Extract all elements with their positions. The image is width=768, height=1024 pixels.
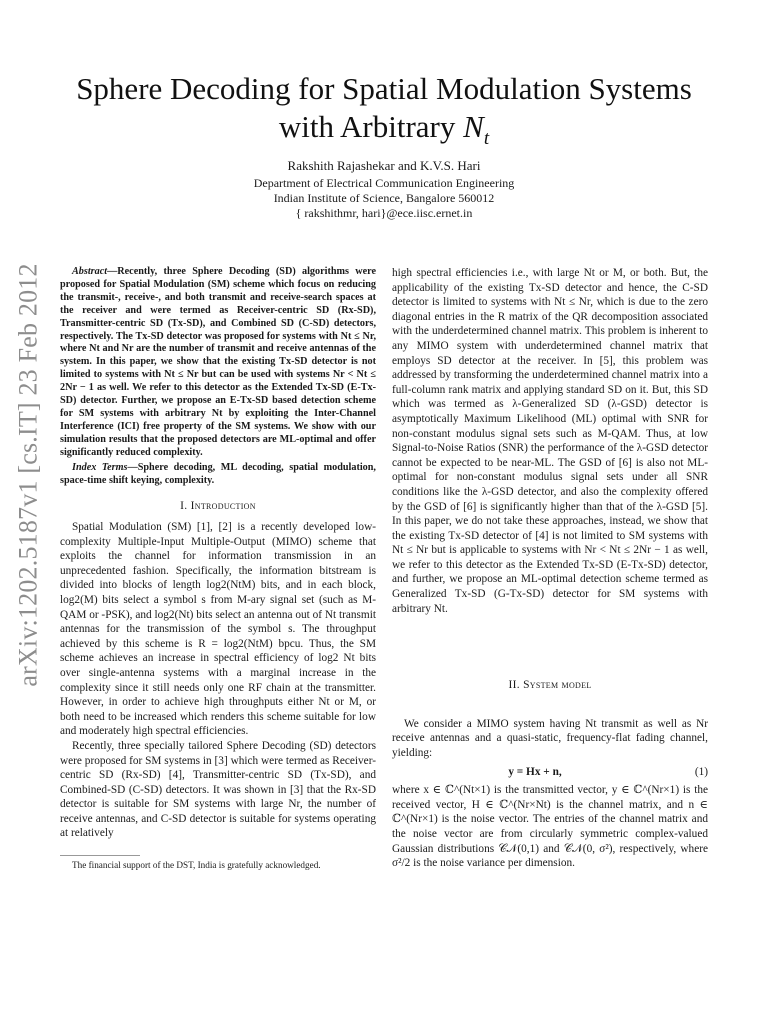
system-model-intro: We consider a MIMO system having Nt transmit as well as Nr receive antennas and a quasi-static, frequency-flat fading channel, yielding: [392,717,708,760]
right-column-paragraph: high spectral efficiencies i.e., with large Nt or M, or both. But, the applicability of the existing Tx-SD detector and hence, the C-SD detector is limited to systems with Nt ≤ Nr, which is due to the zero diagonal entries in the R matrix of the QR decomposition associated with the underdetermined channel matrix. This problem is inherent to any MIMO system with underdetermined channel matrix that employs SD detector at the receiver. In [5], this problem was addressed by transforming the underdetermined channel matrix into a full-column rank matrix and applying standard SD on it. But, this SD which was termed as λ-Generalized SD (λ-GSD) detector is asymptotically Maximum Likelihood (ML) optimal with SNR for non-constant modulus signal sets such as M-QAM. Thus, at low Signal-to-Noise Ratios (SNR) the performance of the λ-GSD detector cannot be expected to be near-ML. The GSD of [6] is also not ML-optimal for non-constant modulus signal sets under all SNR conditions like the λ-GSD detector, and also the complexity offered by the GSD of [6] is significantly higher than that of the λ-GSD [5]. In this paper, we do not take these approaches, instead, we show that the existing Tx-SD detector of [4] is not limited to SM systems with Nt ≤ Nr but is applicable to systems with Nr < Nt ≤ 2Nr − 1 as well, we refer to this detector as the Extended Tx-SD (E-Tx-SD) detector, and further, we propose an ML-optimal detection scheme termed as Generalized Tx-SD (G-Tx-SD) detector for SM systems with arbitrary Nt. [392,267,708,615]
intro-paragraph-2: Recently, three specially tailored Sphere Decoding (SD) detectors were proposed for SM systems in [3] which were termed as Receiver-centric SD (Rx-SD) [4], Transmitter-centric SD (Tx-SD), and Combined-SD (C-SD) detectors. It was shown in [3] that the Rx-SD detector is suitable for SM systems with large Nr, the number of receive antennas, and C-SD detector is suitable for systems operating at relatively [60,739,376,840]
equation-1 [392,765,708,780]
abstract-label: Abstract [72,266,108,277]
equation-body: y = Hx + n, [508,765,562,778]
arxiv-stamp [12,255,46,695]
system-model-definitions: where x ∈ ℂ^(Nt×1) is the transmitted vector, y ∈ ℂ^(Nr×1) is the received vector, H ∈ ℂ^(Nr×Nt) is the channel matrix, and n ∈ ℂ^(Nr×1) is the noise vector. The entries of the channel matrix and the noise vector are from circularly symmetric complex-valued Gaussian distributions 𝒞𝒩(0,1) and 𝒞𝒩(0, σ²), respectively, where σ²/2 is the noise variance per dimension. [392,784,708,870]
affiliation [60,176,708,221]
abstract-text: —Recently, three Sphere Decoding (SD) algorithms were proposed for Spatial Modulation (SM) scheme which focus on reducing the transmit-, receive-, and both transmit and receive-search spaces at the receiver and were termed as Receiver-centric SD (Rx-SD), Transmitter-centric SD (Tx-SD), and Combined SD (C-SD) detectors, respectively. The Tx-SD detector was proposed for systems with Nt ≤ Nr, where Nt and Nr are the number of transmit and receive antennas of the system. In this paper, we show that the existing Tx-SD detector is not limited to systems with Nt ≤ Nr but can be used with systems Nr < Nt ≤ 2Nr − 1 as well. We refer to this detector as the Extended Tx-SD (E-Tx-SD) detector. Further, we propose an E-Tx-SD based detection scheme for SM systems with arbitrary Nt by exploiting the Inter-Channel Interference (ICI) free property of the SM systems. We show with our simulation results that the proposed detectors are ML-optimal and offer significantly reduced complexity. [60,266,376,458]
index-terms-label: Index Terms [72,461,128,473]
paper-title [60,70,708,158]
affiliation-dept: Department of Electrical Communication Engineering [253,176,515,190]
title-line-1: Sphere Decoding for Spatial Modulation Systems [76,71,692,106]
left-column [60,266,376,871]
title-variable-sub: t [483,128,490,150]
equation-number: (1) [694,765,708,778]
title-line-2-text: with Arbitrary [278,109,456,144]
authors: Rakshith Rajashekar and K.V.S. Hari [287,158,481,173]
index-terms [60,462,376,488]
section-heading-introduction: I. Introduction [180,500,256,513]
affiliation-institute: Indian Institute of Science, Bangalore 560012 [273,191,495,205]
section-heading-system-model: II. System model [508,679,592,692]
footnote: The financial support of the DST, India is gratefully acknowledged. [72,860,321,871]
footnote-rule [60,855,140,856]
arxiv-identifier: arXiv:1202.5187v1 [cs.IT] 23 Feb 2012 [14,263,43,687]
title-variable: N [463,109,484,144]
index-terms-text: —Sphere decoding, ML decoding, spatial modulation, space-time shift keying, complexity. [60,461,376,486]
intro-paragraph-1: Spatial Modulation (SM) [1], [2] is a recently developed low-complexity Multiple-Input Multiple-Output (MIMO) scheme that exploits the channel for information transmission in an unprecedented fashion. Specifically, the information bitstream is divided into blocks of length log2(NtM) bits, and in each block, log2(M) bits select a symbol s from M-ary signal set (such as M-QAM or -PSK), and log2(Nt) bits select an antenna out of Nt transmit antennas for the transmission of the symbol s. The throughput achieved by this scheme is R = log2(NtM) bpcu. Thus, the SM scheme achieves an increase in spectral efficiency of log2 Nt bits over single-antenna systems with a marginal increase in the complexity since it still needs only one RF chain at the transmitter. However, in order to achieve high throughputs either Nt or M, or both need to be increased which renders this scheme suitable for low and moderately high spectral efficiencies. [60,521,376,738]
title-line-2 [60,108,708,158]
affiliation-email: { rakshithmr, hari}@ece.iisc.ernet.in [295,206,473,220]
abstract [60,266,376,460]
right-column [392,266,708,871]
